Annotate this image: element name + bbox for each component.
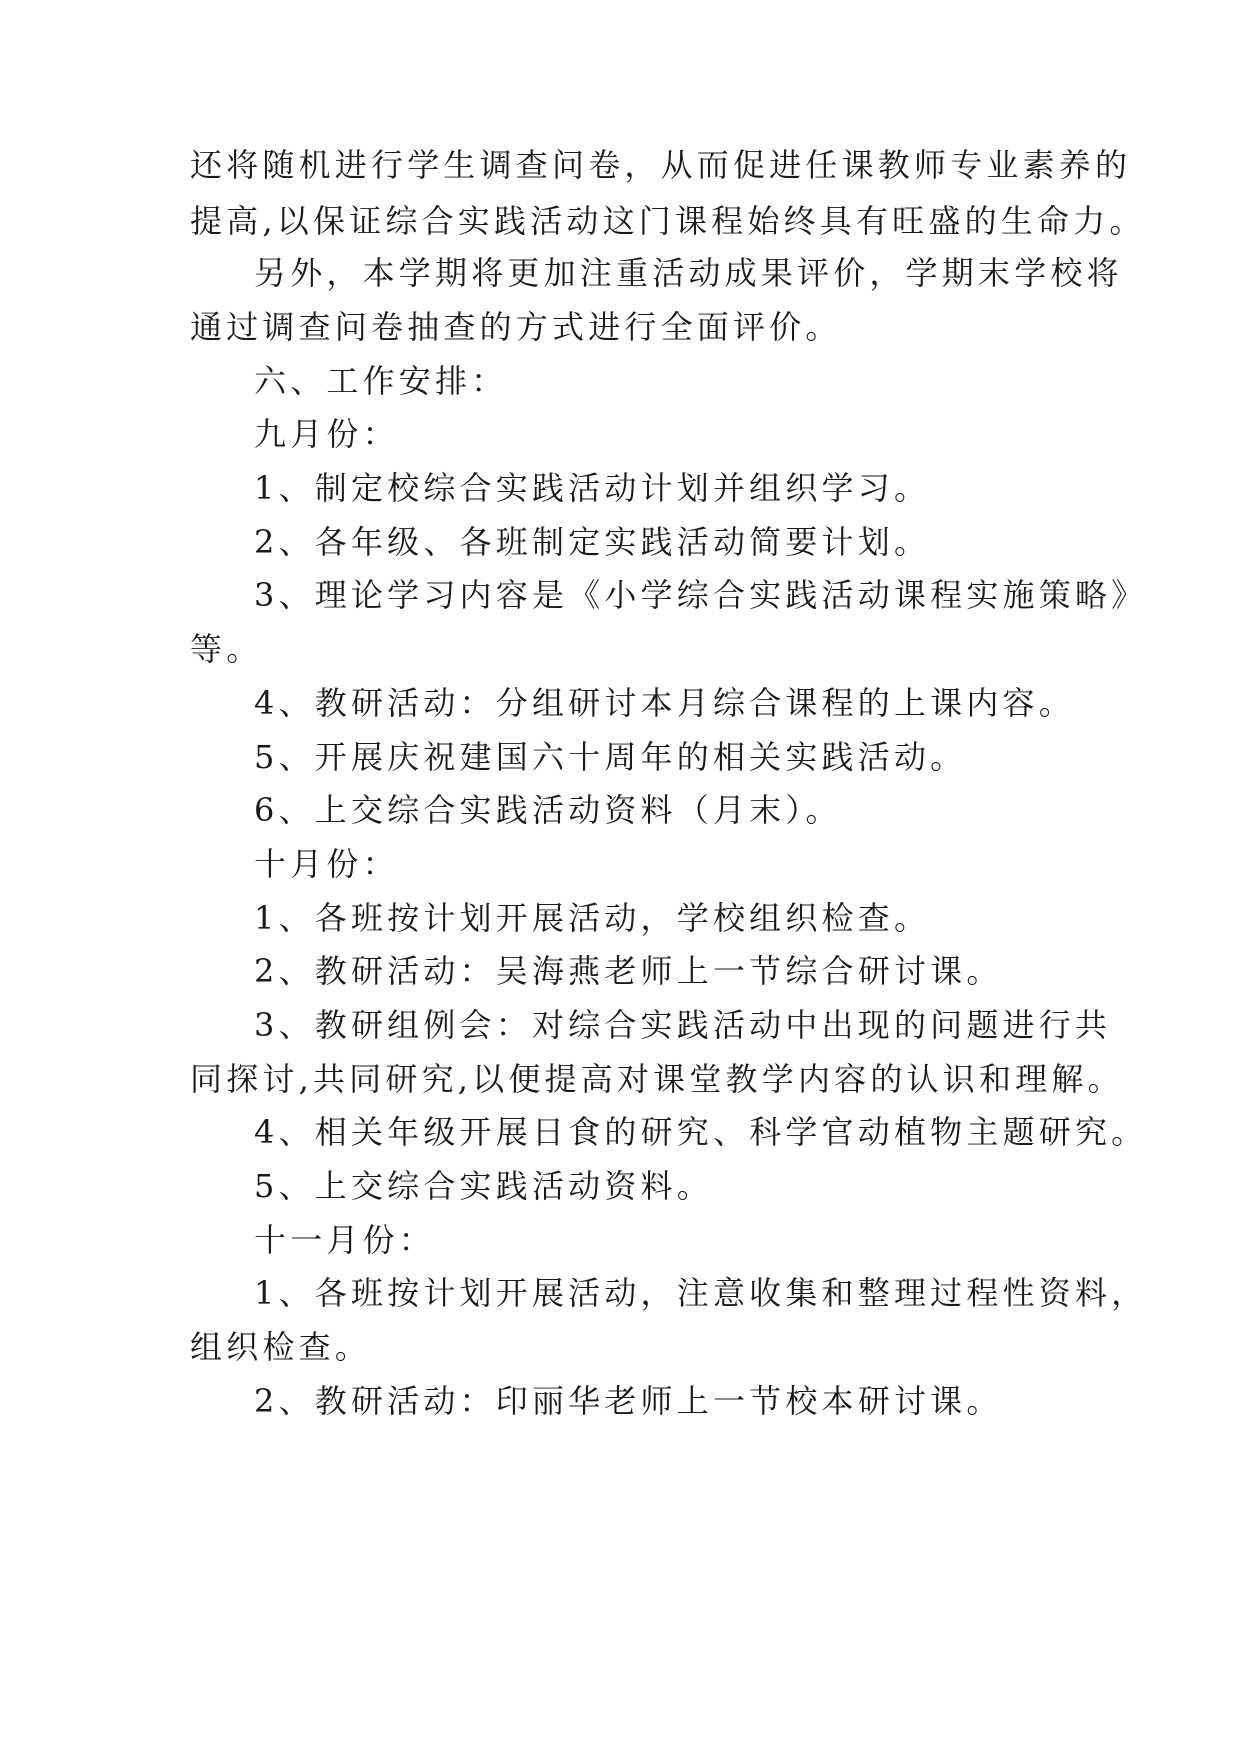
month-heading: 十一月份： [254, 1221, 436, 1259]
list-item: 2、各年级、各班制定实践活动简要计划。 [254, 523, 931, 561]
list-item-continuation: 同探讨,共同研究,以便提高对课堂教学内容的认识和理解。 [190, 1060, 1124, 1098]
month-heading: 九月份： [254, 415, 399, 453]
list-item: 3、教研组例会：对综合实践活动中出现的问题进行共 [254, 1006, 1112, 1044]
list-item-continuation: 组织检查。 [190, 1328, 372, 1366]
list-item: 3、理论学习内容是《小学综合实践活动课程实施策略》 [254, 576, 1148, 614]
list-item: 4、相关年级开展日食的研究、科学官动植物主题研究。 [254, 1113, 1148, 1151]
list-item: 4、教研活动：分组研讨本月综合课程的上课内容。 [254, 684, 1075, 722]
paragraph-line: 另外，本学期将更加注重活动成果评价，学期末学校将 [254, 254, 1123, 292]
list-item: 6、上交综合实践活动资料（月末）。 [254, 791, 842, 829]
list-item: 5、上交综合实践活动资料。 [254, 1167, 713, 1205]
list-item: 2、教研活动：吴海燕老师上一节综合研讨课。 [254, 952, 1003, 990]
body-text-line: 提高,以保证综合实践活动这门课程始终具有旺盛的生命力。 [190, 202, 1146, 240]
list-item: 2、教研活动：印丽华老师上一节校本研讨课。 [254, 1382, 1003, 1420]
section-heading: 六、工作安排： [254, 362, 508, 400]
month-heading: 十月份： [254, 845, 399, 883]
body-text-line: 通过调查问卷抽查的方式进行全面评价。 [190, 308, 842, 346]
list-item-continuation: 等。 [190, 630, 263, 668]
body-text-line: 还将随机进行学生调查问卷，从而促进任课教师专业素养的 [190, 146, 1132, 184]
list-item: 1、各班按计划开展活动，学校组织检查。 [254, 899, 931, 937]
list-item: 1、各班按计划开展活动，注意收集和整理过程性资料， [254, 1274, 1148, 1312]
list-item: 1、制定校综合实践活动计划并组织学习。 [254, 469, 931, 507]
list-item: 5、开展庆祝建国六十周年的相关实践活动。 [254, 738, 967, 776]
